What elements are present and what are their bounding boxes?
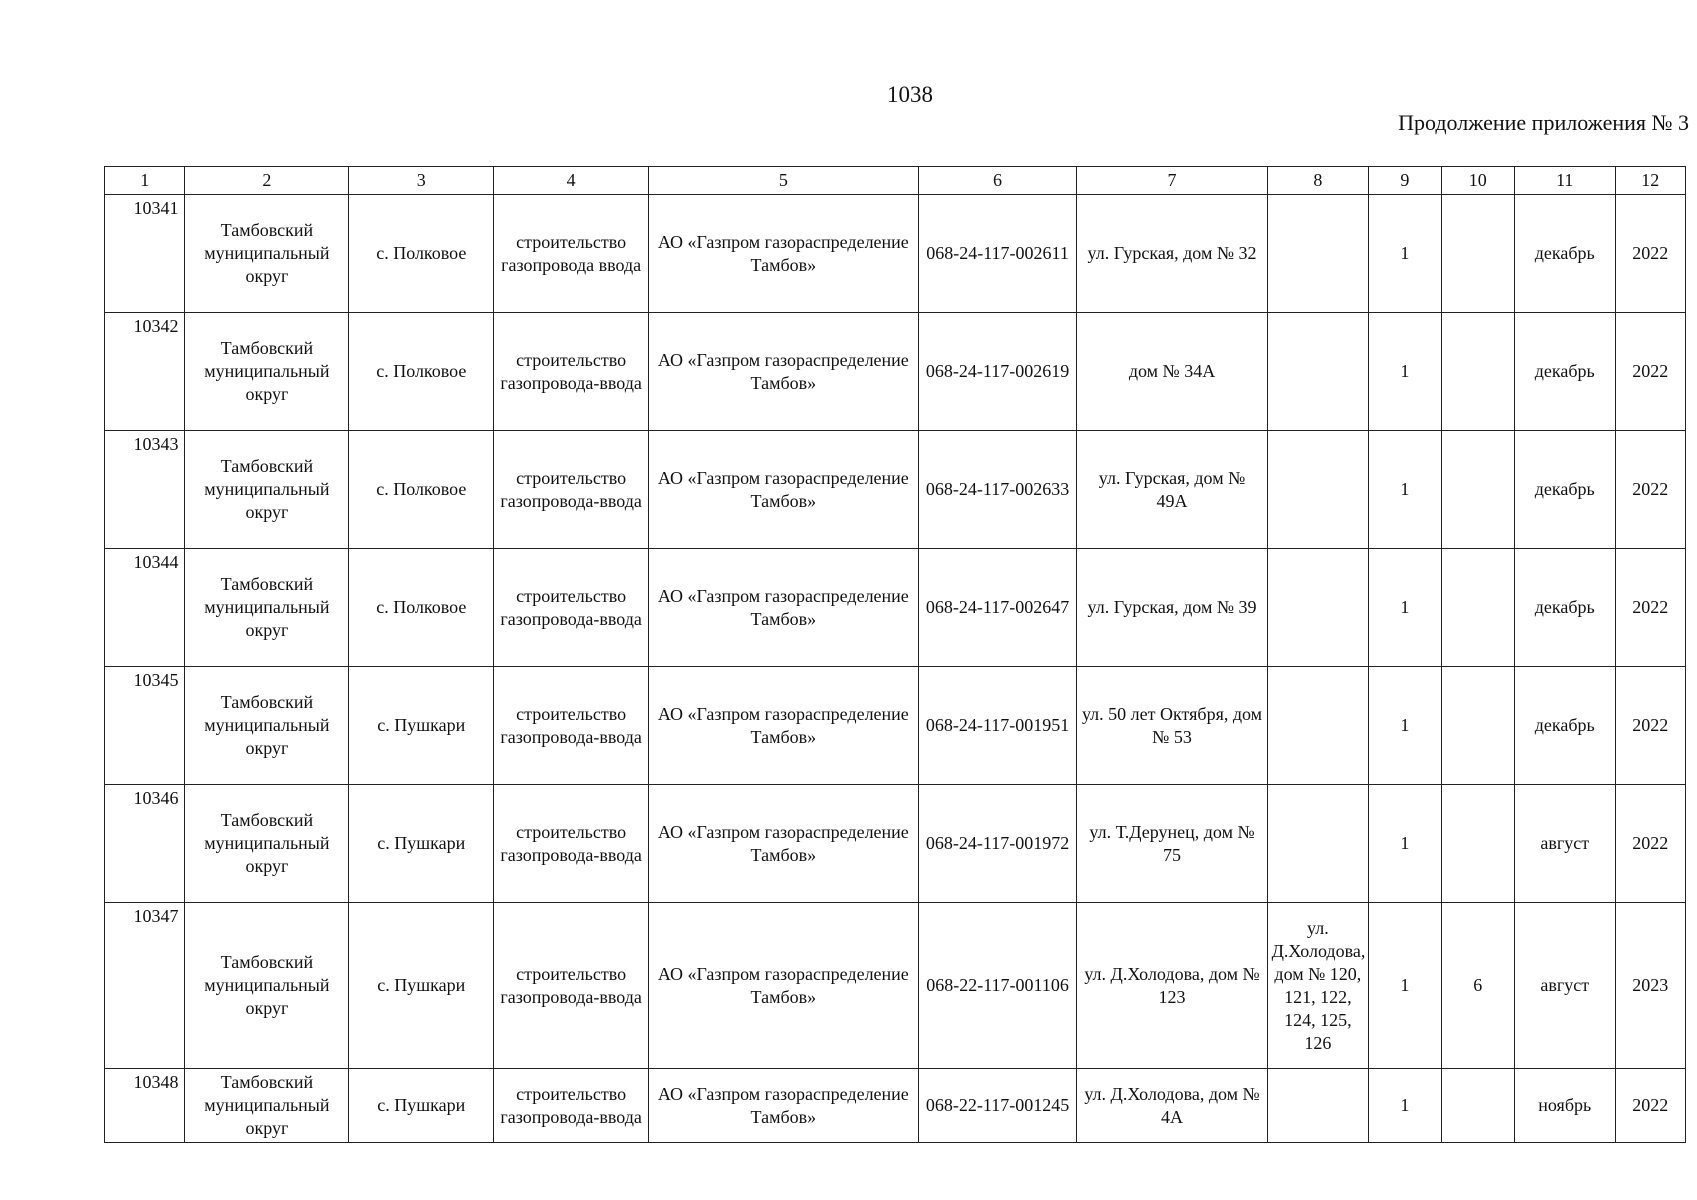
count-cell: 1 bbox=[1369, 313, 1441, 431]
count-cell: 1 bbox=[1369, 903, 1441, 1069]
settlement-cell: с. Пушкари bbox=[349, 903, 494, 1069]
year-cell: 2022 bbox=[1615, 313, 1685, 431]
month-cell: декабрь bbox=[1514, 549, 1615, 667]
extra-count-cell bbox=[1441, 785, 1514, 903]
district-cell: Тамбовский муниципальный округ bbox=[185, 1069, 349, 1143]
settlement-cell: с. Полковое bbox=[349, 431, 494, 549]
settlement-cell: с. Пушкари bbox=[349, 1069, 494, 1143]
additional-addresses-cell bbox=[1267, 667, 1369, 785]
year-cell: 2022 bbox=[1615, 549, 1685, 667]
table-row bbox=[105, 313, 1686, 431]
district-cell: Тамбовский муниципальный округ bbox=[185, 549, 349, 667]
district-cell: Тамбовский муниципальный округ bbox=[185, 903, 349, 1069]
column-number-9: 9 bbox=[1369, 167, 1441, 195]
table-row bbox=[105, 667, 1686, 785]
address-cell: ул. Гурская, дом № 49А bbox=[1077, 431, 1267, 549]
object-code-cell: 068-24-117-002633 bbox=[918, 431, 1077, 549]
district-cell: Тамбовский муниципальный округ bbox=[185, 431, 349, 549]
settlement-cell: с. Полковое bbox=[349, 195, 494, 313]
count-cell: 1 bbox=[1369, 1069, 1441, 1143]
row-number: 10346 bbox=[105, 785, 185, 903]
organization-cell: АО «Газпром газораспределение Тамбов» bbox=[649, 431, 919, 549]
address-cell: ул. Т.Дерунец, дом № 75 bbox=[1077, 785, 1267, 903]
object-code-cell: 068-22-117-001245 bbox=[918, 1069, 1077, 1143]
additional-addresses-cell bbox=[1267, 1069, 1369, 1143]
district-cell: Тамбовский муниципальный округ bbox=[185, 667, 349, 785]
table-row bbox=[105, 549, 1686, 667]
work-type-cell: строительство газопровода-ввода bbox=[494, 313, 649, 431]
extra-count-cell bbox=[1441, 313, 1514, 431]
month-cell: декабрь bbox=[1514, 195, 1615, 313]
column-number-8: 8 bbox=[1267, 167, 1369, 195]
extra-count-cell bbox=[1441, 1069, 1514, 1143]
additional-addresses-cell bbox=[1267, 431, 1369, 549]
row-number: 10345 bbox=[105, 667, 185, 785]
additional-addresses-cell bbox=[1267, 785, 1369, 903]
address-cell: ул. 50 лет Октября, дом № 53 bbox=[1077, 667, 1267, 785]
object-code-cell: 068-24-117-001972 bbox=[918, 785, 1077, 903]
column-number-7: 7 bbox=[1077, 167, 1267, 195]
extra-count-cell bbox=[1441, 431, 1514, 549]
column-number-2: 2 bbox=[185, 167, 349, 195]
object-code-cell: 068-24-117-002619 bbox=[918, 313, 1077, 431]
column-number-5: 5 bbox=[649, 167, 919, 195]
additional-addresses-cell bbox=[1267, 313, 1369, 431]
extra-count-cell bbox=[1441, 549, 1514, 667]
register-table bbox=[104, 166, 1686, 1143]
year-cell: 2022 bbox=[1615, 431, 1685, 549]
extra-count-cell: 6 bbox=[1441, 903, 1514, 1069]
year-cell: 2022 bbox=[1615, 785, 1685, 903]
row-number: 10347 bbox=[105, 903, 185, 1069]
additional-addresses-cell: ул. Д.Холодова, дом № 120, 121, 122, 124, 125, 126 bbox=[1267, 903, 1369, 1069]
district-cell: Тамбовский муниципальный округ bbox=[185, 313, 349, 431]
settlement-cell: с. Полковое bbox=[349, 549, 494, 667]
count-cell: 1 bbox=[1369, 549, 1441, 667]
count-cell: 1 bbox=[1369, 195, 1441, 313]
organization-cell: АО «Газпром газораспределение Тамбов» bbox=[649, 549, 919, 667]
object-code-cell: 068-24-117-001951 bbox=[918, 667, 1077, 785]
work-type-cell: строительство газопровода-ввода bbox=[494, 903, 649, 1069]
settlement-cell: с. Полковое bbox=[349, 313, 494, 431]
column-number-11: 11 bbox=[1514, 167, 1615, 195]
object-code-cell: 068-24-117-002611 bbox=[918, 195, 1077, 313]
extra-count-cell bbox=[1441, 667, 1514, 785]
count-cell: 1 bbox=[1369, 667, 1441, 785]
table-body bbox=[105, 195, 1686, 1143]
appendix-continuation-title: Продолжение приложения № 3 bbox=[1398, 110, 1689, 135]
count-cell: 1 bbox=[1369, 431, 1441, 549]
additional-addresses-cell bbox=[1267, 195, 1369, 313]
object-code-cell: 068-22-117-001106 bbox=[918, 903, 1077, 1069]
organization-cell: АО «Газпром газораспределение Тамбов» bbox=[649, 1069, 919, 1143]
row-number: 10344 bbox=[105, 549, 185, 667]
extra-count-cell bbox=[1441, 195, 1514, 313]
page-number: 1038 bbox=[887, 82, 933, 107]
organization-cell: АО «Газпром газораспределение Тамбов» bbox=[649, 313, 919, 431]
month-cell: ноябрь bbox=[1514, 1069, 1615, 1143]
month-cell: август bbox=[1514, 903, 1615, 1069]
settlement-cell: с. Пушкари bbox=[349, 667, 494, 785]
address-cell: дом № 34А bbox=[1077, 313, 1267, 431]
address-cell: ул. Д.Холодова, дом № 4А bbox=[1077, 1069, 1267, 1143]
row-number: 10343 bbox=[105, 431, 185, 549]
district-cell: Тамбовский муниципальный округ bbox=[185, 785, 349, 903]
organization-cell: АО «Газпром газораспределение Тамбов» bbox=[649, 903, 919, 1069]
organization-cell: АО «Газпром газораспределение Тамбов» bbox=[649, 667, 919, 785]
organization-cell: АО «Газпром газораспределение Тамбов» bbox=[649, 785, 919, 903]
work-type-cell: строительство газопровода-ввода bbox=[494, 785, 649, 903]
row-number: 10341 bbox=[105, 195, 185, 313]
table-row bbox=[105, 195, 1686, 313]
table-row bbox=[105, 431, 1686, 549]
column-number-10: 10 bbox=[1441, 167, 1514, 195]
column-number-6: 6 bbox=[918, 167, 1077, 195]
work-type-cell: строительство газопровода-ввода bbox=[494, 549, 649, 667]
year-cell: 2022 bbox=[1615, 667, 1685, 785]
column-number-4: 4 bbox=[494, 167, 649, 195]
table-row bbox=[105, 903, 1686, 1069]
column-number-12: 12 bbox=[1615, 167, 1685, 195]
year-cell: 2022 bbox=[1615, 195, 1685, 313]
count-cell: 1 bbox=[1369, 785, 1441, 903]
work-type-cell: строительство газопровода-ввода bbox=[494, 1069, 649, 1143]
work-type-cell: строительство газопровода-ввода bbox=[494, 667, 649, 785]
column-number-3: 3 bbox=[349, 167, 494, 195]
month-cell: декабрь bbox=[1514, 667, 1615, 785]
table-row bbox=[105, 785, 1686, 903]
column-number-1: 1 bbox=[105, 167, 185, 195]
object-code-cell: 068-24-117-002647 bbox=[918, 549, 1077, 667]
address-cell: ул. Гурская, дом № 32 bbox=[1077, 195, 1267, 313]
month-cell: декабрь bbox=[1514, 313, 1615, 431]
address-cell: ул. Гурская, дом № 39 bbox=[1077, 549, 1267, 667]
column-number-header bbox=[105, 167, 1686, 195]
additional-addresses-cell bbox=[1267, 549, 1369, 667]
settlement-cell: с. Пушкари bbox=[349, 785, 494, 903]
organization-cell: АО «Газпром газораспределение Тамбов» bbox=[649, 195, 919, 313]
address-cell: ул. Д.Холодова, дом № 123 bbox=[1077, 903, 1267, 1069]
row-number: 10342 bbox=[105, 313, 185, 431]
month-cell: август bbox=[1514, 785, 1615, 903]
year-cell: 2022 bbox=[1615, 1069, 1685, 1143]
row-number: 10348 bbox=[105, 1069, 185, 1143]
year-cell: 2023 bbox=[1615, 903, 1685, 1069]
header-row bbox=[105, 167, 1686, 195]
month-cell: декабрь bbox=[1514, 431, 1615, 549]
district-cell: Тамбовский муниципальный округ bbox=[185, 195, 349, 313]
table-row bbox=[105, 1069, 1686, 1143]
work-type-cell: строительство газопровода-ввода bbox=[494, 431, 649, 549]
work-type-cell: строительство газопровода ввода bbox=[494, 195, 649, 313]
